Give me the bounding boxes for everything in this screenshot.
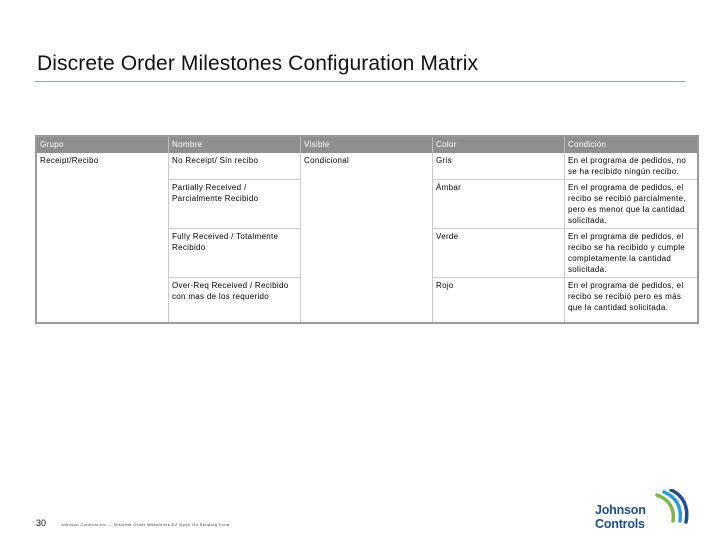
row-condition-cell: En el programa de pedidos, el recibo se ha recibido y cumple completamente la cantidad solicitada.: [565, 229, 699, 278]
row-condition-cell: En el programa de pedidos, no se ha recibido ningún recibo.: [565, 153, 699, 180]
group-cell: Receipt/Recibo: [36, 153, 169, 323]
table-header-row: [36, 136, 698, 153]
logo-word-1: Johnson: [595, 503, 646, 517]
logo-word-2: Controls: [595, 517, 645, 531]
row-color-cell: Ámbar: [433, 180, 565, 229]
row-condition-cell: En el programa de pedidos, el recibo se recibió parcialmente, pero es menor que la cantidad solicitada.: [565, 180, 699, 229]
header-name: Nombre: [169, 136, 301, 153]
footer-text: Johnson Controls Inc — Discrete Order Milestones EZ Open On Sending Form: [61, 522, 230, 527]
header-condition: Condición: [565, 136, 699, 153]
row-name-cell: Over-Req Received / Recibido con mas de los requerido: [169, 278, 301, 323]
logo-mark-icon: [655, 489, 689, 533]
title-divider: [35, 81, 685, 82]
table-row: [36, 153, 698, 180]
logo-arc-green-icon: [657, 495, 673, 521]
row-color-cell: Rojo: [433, 278, 565, 323]
header-visible: Visible: [301, 136, 433, 153]
milestones-matrix-table: [35, 135, 699, 324]
slide-title: Discrete Order Milestones Configuration Matrix: [37, 52, 479, 75]
header-color: Color: [433, 136, 565, 153]
row-name-cell: No Receipt/ Sin recibo: [169, 153, 301, 180]
row-name-cell: Fully Received / Totalmente Recibido: [169, 229, 301, 278]
page-number: 30: [36, 518, 47, 528]
row-condition-cell: En el programa de pedidos, el recibo se recibió pero es más que la cantidad solicitada.: [565, 278, 699, 323]
row-color-cell: Verde: [433, 229, 565, 278]
row-color-cell: Gris: [433, 153, 565, 180]
visible-cell: Condicional: [301, 153, 433, 323]
header-group: Grupo: [36, 136, 169, 153]
johnson-controls-logo: [595, 489, 690, 533]
row-name-cell: Partially Received / Parcialmente Recibido: [169, 180, 301, 229]
